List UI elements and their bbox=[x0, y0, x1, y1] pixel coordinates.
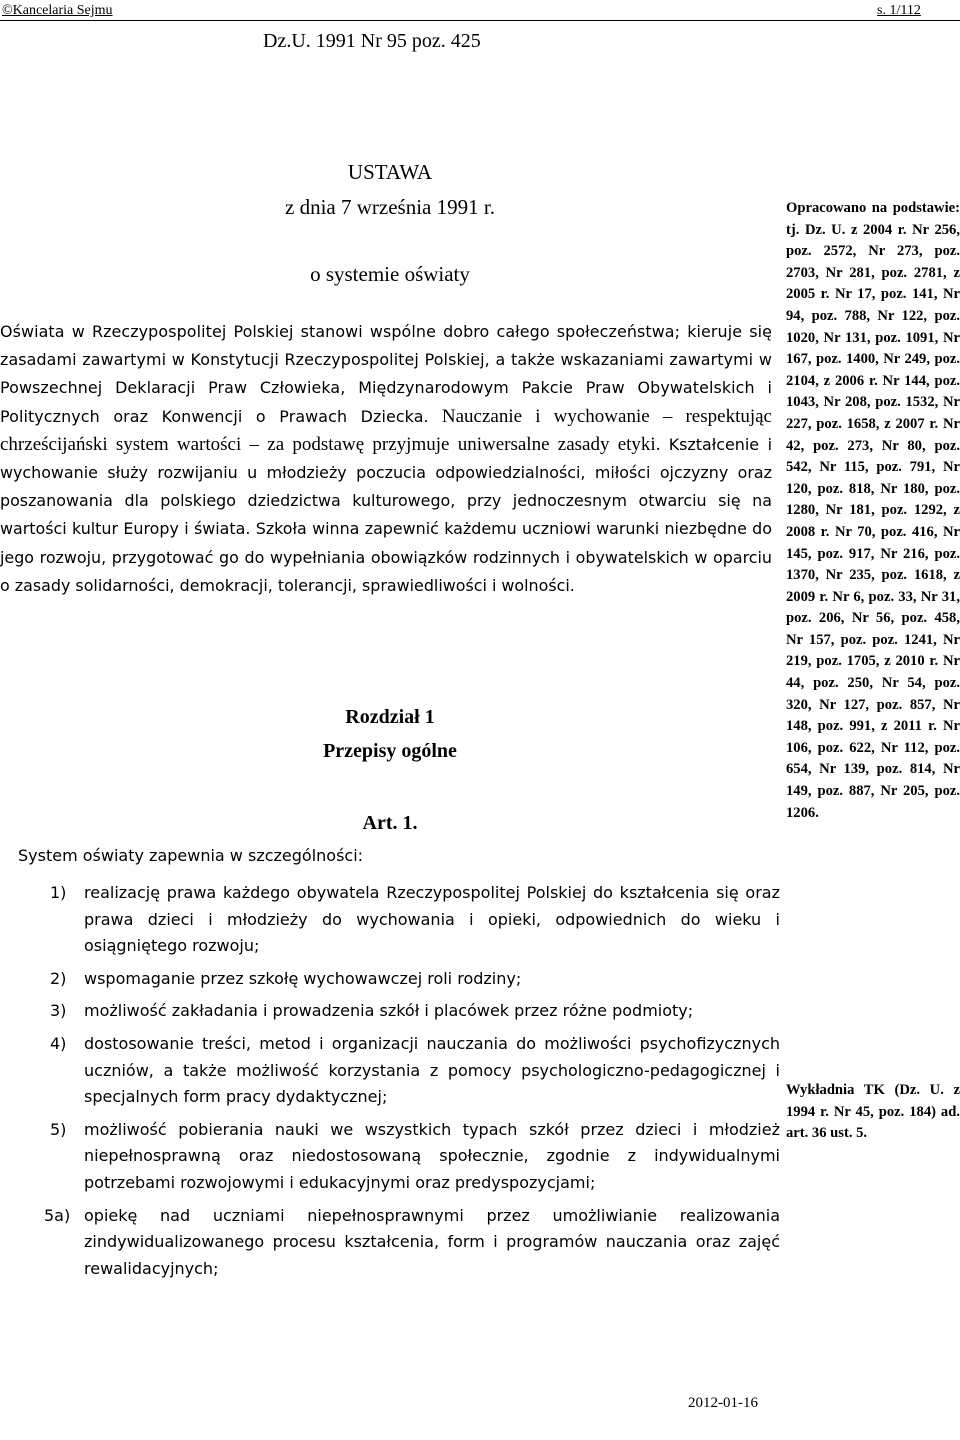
article-lead: System oświaty zapewnia w szczególności: bbox=[18, 846, 364, 865]
item-text: dostosowanie treści, metod i organizacji nauczania do możliwości psychofizycznych uczniów, a także możliwość korzystania z pomocy psychologiczno-pedagogicznej i specjalnych form pracy dydaktycznej; bbox=[84, 1033, 780, 1107]
preamble bbox=[0, 318, 772, 600]
item-number: 5) bbox=[50, 1119, 67, 1139]
preamble-paragraph-1: Oświata w Rzeczypospolitej Polskiej stanowi wspólne dobro całego społeczeństwa; kieruje się zasadami zawartymi w Konstytucji Rzeczypospolitej Polskiej, a także wskazaniami zawartymi w Powszechnej Deklaracji Praw Człowieka, Międzynarodowym Pakcie Praw Obywatelskich i Politycznych oraz Konwencji o Prawach Dziecka. bbox=[0, 322, 772, 426]
article-item bbox=[0, 998, 780, 1025]
item-text: możliwość pobierania nauki we wszystkich typach szkół przez dzieci i młodzież niepełnosprawną oraz niedostosowaną społecznie, zgodnie z indywidualnymi potrzebami rozwojowymi i edukacyjnymi oraz predyspozycjami; bbox=[84, 1119, 780, 1192]
item-text: realizację prawa każdego obywatela Rzeczypospolitej Polskiej do kształcenia się oraz prawa dzieci i młodzieży do wychowania i opieki, odpowiednich do wieku i osiągniętego rozwoju; bbox=[84, 883, 780, 956]
sidenote-consolidated: Opracowano na podstawie: tj. Dz. U. z 2004 r. Nr 256, poz. 2572, Nr 273, poz. 2703, Nr 281, poz. 2781, z 2005 r. Nr 17, poz. 141, Nr 94, poz. 788, Nr 122, poz. 1020, Nr 131, poz. 1091, Nr 167, poz. 1400, Nr 249, poz. 2104, z 2006 r. Nr 144, poz. 1043, Nr 208, poz. 1532, Nr 227, poz. 1658, z 2007 r. Nr 42, poz. 273, Nr 80, poz. 542, Nr 115, poz. 791, Nr 120, poz. 818, Nr 180, poz. 1280, Nr 181, poz. 1292, z 2008 r. Nr 70, poz. 416, Nr 145, poz. 917, Nr 216, poz. 1370, Nr 235, poz. 1618, z 2009 r. Nr 6, poz. 33, Nr 31, poz. 206, Nr 56, poz. 458, Nr 157, poz. poz. 1241, Nr 219, poz. 1705, z 2010 r. Nr 44, poz. 250, Nr 54, poz. 320, Nr 127, poz. 857, Nr 148, poz. 991, z 2011 r. Nr 106, poz. 622, Nr 112, poz. 654, Nr 139, poz. 814, Nr 149, poz. 887, Nr 205, poz. 1206. bbox=[786, 200, 960, 821]
item-number: 3) bbox=[50, 1001, 67, 1021]
chapter-name: Przepisy ogólne bbox=[323, 740, 457, 762]
footer-date: 2012-01-16 bbox=[688, 1395, 758, 1411]
chapter-number: Rozdział 1 bbox=[345, 706, 435, 728]
preamble-paragraph-2: Nauczanie i wychowanie – respektując chrześcijański system wartości – za podstawę przyjmuje uniwersalne zasady etyki. bbox=[0, 405, 772, 455]
act-date: z dnia 7 września 1991 r. bbox=[285, 195, 495, 219]
article-item bbox=[0, 880, 780, 960]
kancelaria-link[interactable]: ©Kancelaria Sejmu bbox=[2, 3, 113, 18]
page-header bbox=[0, 0, 960, 22]
article-item bbox=[0, 1203, 780, 1283]
article-item bbox=[0, 1031, 780, 1111]
item-text: opiekę nad uczniami niepełnosprawnymi przez umożliwianie realizowania zindywidualizowanego procesu kształcenia, form i programów nauczania oraz zajęć rewalidacyjnych; bbox=[84, 1205, 780, 1278]
document-reference: Dz.U. 1991 Nr 95 poz. 425 bbox=[263, 30, 481, 52]
item-text: wspomaganie przez szkołę wychowawczej roli rodziny; bbox=[84, 968, 522, 988]
header-divider bbox=[0, 20, 960, 21]
item-number: 1) bbox=[50, 883, 67, 902]
article-items bbox=[0, 880, 780, 1288]
preamble-paragraph-3: Kształcenie i wychowanie służy rozwijaniu u młodzieży poczucia odpowiedzialności, miłości ojczyzny oraz poszanowania dla polskiego dziedzictwa kulturowego, przy jednoczesnym otwarciu się na wartości kultur Europy i świata. Szkoła winna zapewnić każdemu uczniowi warunki niezbędne do jego rozwoju, przygotować go do wypełniania obowiązków rodzinnych i obywatelskich w oparciu o zasady solidarności, demokracji, tolerancji, sprawiedliwości i wolności. bbox=[0, 434, 772, 595]
article-label: Art. 1. bbox=[362, 812, 418, 834]
item-number: 2) bbox=[50, 968, 67, 988]
sidenote-tk: Wykładnia TK (Dz. U. z 1994 r. Nr 45, poz. 184) ad. art. 36 ust. 5. bbox=[786, 1082, 960, 1142]
item-text: możliwość zakładania i prowadzenia szkół i placówek przez różne podmioty; bbox=[84, 1001, 694, 1021]
page-number-link[interactable]: s. 1/112 bbox=[877, 3, 921, 18]
act-subject: o systemie oświaty bbox=[310, 262, 470, 286]
article-item bbox=[0, 966, 780, 993]
item-number: 5a) bbox=[44, 1205, 71, 1225]
item-number: 4) bbox=[50, 1033, 67, 1053]
article-item bbox=[0, 1117, 780, 1197]
act-title: USTAWA bbox=[347, 160, 433, 184]
